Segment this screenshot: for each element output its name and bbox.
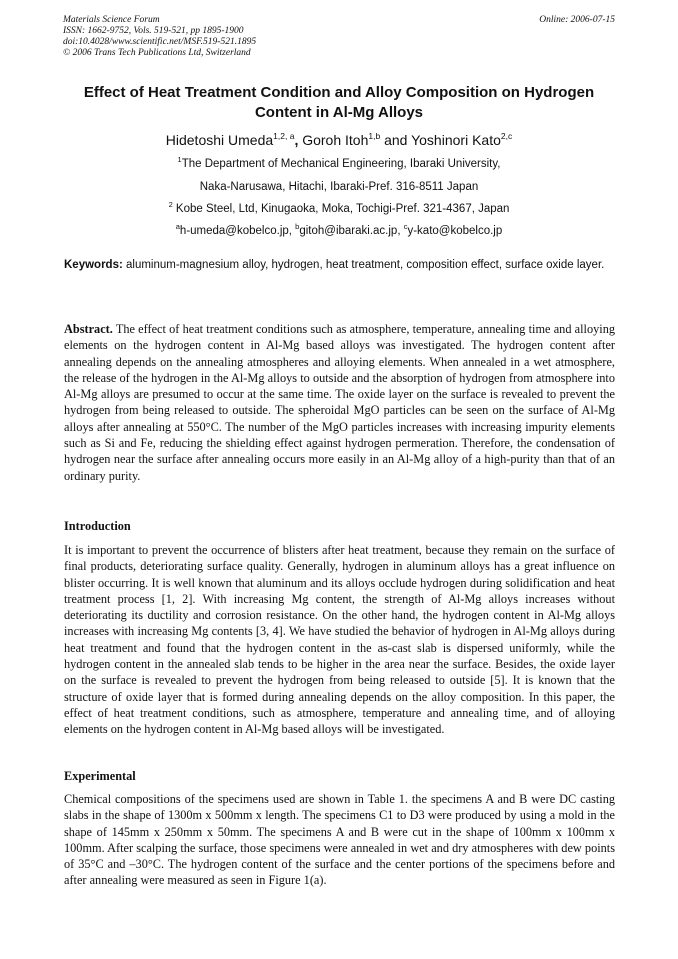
affiliation-marker: 1 [177, 155, 182, 164]
author-affiliation-marker: 1,b [368, 131, 381, 141]
author-name: Hidetoshi Umeda [165, 132, 274, 148]
journal-name: Materials Science Forum [63, 15, 160, 25]
author-name: Goroh Itoh [302, 132, 369, 148]
author-separator: and [380, 132, 412, 148]
author-list [60, 131, 618, 149]
online-date: Online: 2006-07-15 [539, 15, 615, 25]
keywords-block [64, 258, 615, 272]
introduction-heading: Introduction [64, 519, 131, 533]
copyright-line: © 2006 Trans Tech Publications Ltd, Switzerland [63, 48, 251, 58]
email-marker: a [175, 222, 180, 231]
author-name: Yoshinori Kato [411, 132, 501, 148]
affiliation-1-line-2: Naka-Narusawa, Hitachi, Ibaraki-Pref. 316-8511 Japan [199, 181, 479, 193]
affiliation-marker: 2 [168, 200, 173, 209]
email-address: gitoh@ibaraki.ac.jp, [299, 225, 404, 237]
author-affiliation-marker: 2,c [500, 131, 513, 141]
email-address: y-kato@kobelco.jp [407, 225, 503, 237]
author-affiliation-marker: 1,2, a [273, 131, 295, 141]
doi-line: doi:10.4028/www.scientific.net/MSF.519-521.1895 [63, 37, 257, 47]
experimental-paragraph: Chemical compositions of the specimens used are shown in Table 1. the specimens A and B were DC casting slabs in the shape of 1300m x 500mm x length. The specimens C1 to D3 were produced by using a mold in the shape of 145mm x 250mm x 50mm. The specimens A and B were cut in the shape of 100mm x 100mm x 100mm. After scalping the surface, those specimens were annealed in wet and dry atmospheres with dew points of 35°C and –30°C. The hydrogen content of the surface and the center portions of the specimens before and after annealing were measured as seen in Figure 1(a). [64, 792, 615, 888]
email-marker: c [403, 222, 408, 231]
affiliation-2: $^2$ Kobe Steel, Ltd, Kinugaoka, Moka, Tochigi-Pref. 321-4367, Japan [168, 200, 510, 215]
keywords-text: aluminum-magnesium alloy, hydrogen, heat treatment, composition effect, surface oxide layer. [122, 259, 605, 271]
issn-line: ISSN: 1662-9752, Vols. 519-521, pp 1895-1900 [63, 26, 244, 36]
journal-header [63, 15, 615, 59]
email-address: h-umeda@kobelco.jp, [179, 225, 296, 237]
abstract-paragraph [64, 321, 615, 484]
email-list [60, 224, 618, 238]
keywords-label: Keywords: [64, 259, 123, 271]
experimental-heading: Experimental [64, 769, 136, 783]
author-separator: , [294, 132, 303, 148]
affiliation-1-line-1: $^1$The Department of Mechanical Engineering, Ibaraki University, [177, 155, 501, 170]
paper-title: Effect of Heat Treatment Condition and Alloy Composition on Hydrogen Content in Al-Mg Alloys [83, 84, 595, 121]
email-marker: b [295, 222, 300, 231]
abstract-text: The effect of heat treatment conditions such as atmosphere, temperature, annealing time and alloying elements on the hydrogen content in Al-Mg based alloys was investigated. The hydrogen content after annealing depends on the annealing atmospheres and alloying elements. When annealed in a wet atmosphere, the release of the hydrogen in the Al-Mg alloys to outside and the absorption of hydrogen from atmosphere into Al-Mg alloys are presumed to occur at the same time. The oxide layer on the surface is revealed to prevent the hydrogen from being released to outside. The spheroidal MgO particles can be seen on the surface of Al-Mg alloys after annealing at 550°C. The number of the MgO particles increases with increasing impurity elements such as Si and Fe, reducing the shielding effect against hydrogen permeration. Therefore, the condensation of hydrogen near the surface after annealing occurs more easily in an Al-Mg alloy of a high-purity than that of an ordinary purity. [64, 322, 615, 483]
abstract-label: Abstract. [64, 322, 113, 336]
introduction-paragraph: It is important to prevent the occurrence of blisters after heat treatment, because they remain on the surface of final products, deteriorating surface quality. Generally, hydrogen in aluminum alloys has a great influence on blister occurring. It is well known that aluminum and its alloys occlude hydrogen during solidification and heat treatment process [1, 2]. With increasing Mg content, the strength of Al-Mg alloys increases without deteriorating its ductility and corrosion resistance. On the other hand, the hydrogen content in Al-Mg alloys increases with increasing Mg contents [3, 4]. We have studied the behavior of hydrogen in Al-Mg alloys during heat treatment and found that the hydrogen content in the as-cast slab is dispersed uniformly, while the hydrogen content in the annealed slab tends to be higher in the area near the surface. Besides, the oxide layer on the surface is revealed to prevent the hydrogen from being released to outside [5]. It is known that the structure of oxide layer that is formed during annealing depends on the alloy composition. In this paper, the effect of heat treatment conditions, such as atmosphere, temperature and annealing time, and of alloying elements on the hydrogen content in Al-Mg based alloys will be investigated. [64, 543, 615, 737]
